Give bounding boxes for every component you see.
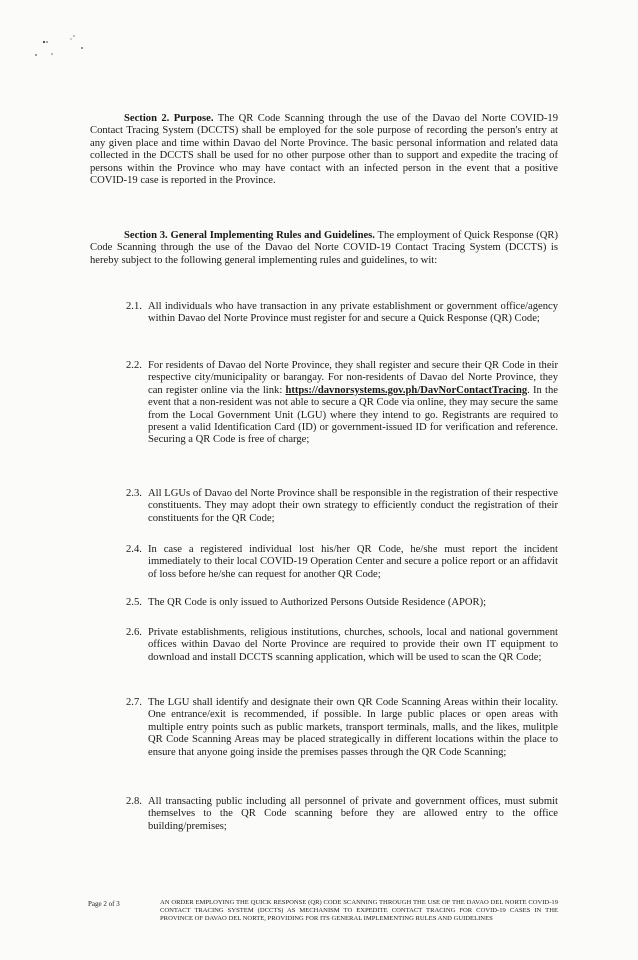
item-number: 2.2.: [126, 360, 142, 371]
item-number: 2.8.: [126, 796, 142, 807]
section-3-heading: Section 3. General Implementing Rules and Guidelines.: [124, 230, 375, 241]
item-text: In case a registered individual lost his/her QR Code, he/she must report the incident immediately to their local COVID-19 Operation Center and secure a police report or an affidavit of loss before he/she can request for another QR Code;: [148, 544, 558, 580]
list-item: [126, 360, 558, 447]
registration-link[interactable]: https://davnorsystems.gov.ph/DavNorContactTracing: [285, 384, 528, 396]
item-number: 2.5.: [126, 597, 142, 608]
section-3-paragraph: [90, 230, 558, 267]
item-text: The QR Code is only issued to Authorized Persons Outside Residence (APOR);: [148, 597, 487, 608]
item-text-before: For residents of Davao del Norte Province, they shall register and secure their QR Code in their respective city/municipality or barangay. For non-residents of Davao del Norte Province, they can register online via the link:: [148, 360, 558, 396]
list-item: [126, 597, 558, 609]
item-text: The LGU shall identify and designate their own QR Code Scanning Areas within their locality. One entrance/exit is recommended, if possible. In large public places or open areas with multiple entry points such as public markets, transport terminals, malls, and the likes, mulitple QR Code Scanning Areas may be placed strategically in different locations within the place to ensure that anyone going inside the premises passes through the QR Code Scanning;: [148, 697, 558, 758]
list-item: [126, 796, 558, 833]
item-text-after: . In the event that a non-resident was not able to secure a QR Code via online, they may secure the same from the Local Government Unit (LGU) where they intend to go. Registrants are required to present a valid Identification Card (ID) or government-issued ID for verification and reference. Securing a QR Code is free of charge;: [148, 384, 558, 446]
item-text: Private establishments, religious institutions, churches, schools, local and national government offices within Davao del Norte Province are required to provide their own IT equipment to download and install DCCTS scanning application, which will be used to scan the QR Code;: [148, 627, 558, 663]
section-2-heading: Section 2. Purpose.: [124, 113, 214, 124]
section-3-body: The employment of Quick Response (QR) Code Scanning through the use of the Davao del Norte COVID-19 Contact Tracing System (DCCTS) is hereby subject to the following general implementing rules and guidelines, to wit:: [90, 230, 558, 266]
page-number: Page 2 of 3: [88, 900, 120, 908]
item-number: 2.1.: [126, 301, 142, 312]
item-text: All individuals who have transaction in any private establishment or government office/agency within Davao del Norte Province must register for and secure a Quick Response (QR) Code;: [148, 301, 558, 325]
item-text: All LGUs of Davao del Norte Province shall be responsible in the registration of their respective constituents. They may adopt their own strategy to efficiently conduct the registration of their constituents for the QR Code;: [148, 488, 558, 524]
document-title-footer: AN ORDER EMPLOYING THE QUICK RESPONSE (QR) CODE SCANNING THROUGH THE USE OF THE DAVAO DEL NORTE COVID-19 CONTACT TRACING SYSTEM (DCCTS) AS MECHANISM TO EXPEDITE CONTACT TRACING FOR COVID-19 CASES IN THE PROVINCE OF DAVAO DEL NORTE, PROVIDING FOR ITS GENERAL IMPLEMENTING RULES AND GUIDELINES: [160, 899, 558, 923]
item-text: All transacting public including all personnel of private and government offices, must submit themselves to the QR Code scanning before they are allowed entry to the office building/premises;: [148, 796, 558, 832]
item-number: 2.3.: [126, 488, 142, 499]
item-number: 2.6.: [126, 627, 142, 638]
item-number: 2.7.: [126, 697, 142, 708]
list-item: [126, 488, 558, 525]
item-number: 2.4.: [126, 544, 142, 555]
list-item: [126, 627, 558, 664]
list-item: [126, 697, 558, 759]
section-2-body: The QR Code Scanning through the use of the Davao del Norte COVID-19 Contact Tracing System (DCCTS) shall be employed for the sole purpose of recording the person's entry at any given place and time within Davao del Norte Province. The basic personal information and related data collected in the DCCTS shall be used for no other purpose other than to support and expedite the tracing of persons within the Province who may have contact with an infected person in the event that a positive COVID-19 case is reported in the Province.: [90, 113, 558, 187]
scan-specks: [30, 28, 110, 68]
section-2-paragraph: [90, 113, 558, 187]
item-text: [148, 360, 558, 447]
list-item: [126, 544, 558, 581]
list-item: [126, 301, 558, 326]
